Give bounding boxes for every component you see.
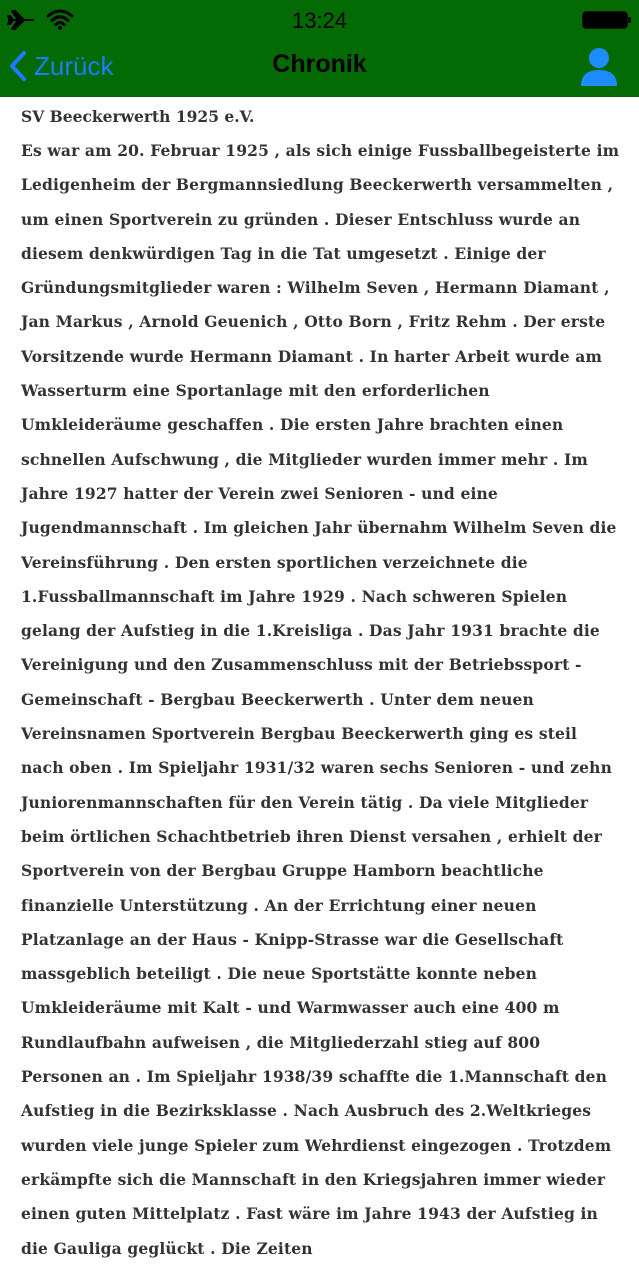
status-bar [0,0,639,40]
page-title: Chronik [272,50,367,78]
back-label: Zurück [34,50,114,81]
user-icon[interactable] [578,46,620,88]
nav-bar [0,40,639,97]
article-title: SV Beeckerwerth 1925 e.V. [21,107,255,126]
battery-icon [582,11,632,29]
header [0,0,639,97]
status-time: 13:24 [291,8,348,33]
article-body: Es war am 20. Februar 1925 , als sich einige Fussballbegeisterte im Ledigenheim der Bergmannsiedlung Beeckerwerth versammelten , um einen Sportverein zu gründen . Dieser Entschluss wurde an diesem denkwürdigen Tag in die Tat umgesetzt . Einige der Gründungsmitglieder waren : Wilhelm Seven , Hermann Diamant , Jan Markus , Arnold Geuenich , Otto Born , Fritz Rehm . Der erste Vorsitzende wurde Hermann Diamant . In harter Arbeit wurde am Wasserturm eine Sportanlage mit den erforderlichen Umkleideräume geschaffen . Die ersten Jahre brachten einen schnellen Aufschwung , die Mitglieder wurden immer mehr . Im Jahre 1927 hatter der Verein zwei Senioren - und eine Jugendmannschaft . Im gleichen Jahr übernahm Wilhelm Seven die Vereinsführung . Den ersten sportlichen verzeichnete die 1.Fussballmannschaft im Jahre 1929 . Nach schweren Spielen gelang der Aufstieg in die 1.Kreisliga . Das Jahr 1931 brachte die Vereinigung und den Zusammenschluss mit der Betriebssport - Gemeinschaft - Bergbau Beeckerwerth . Unter dem neuen Vereinsnamen Sportverein Bergbau Beeckerwerth ging es steil nach oben . Im Spieljahr 1931/32 waren sechs Senioren - und zehn Juniorenmannschaften für den Verein tätig . Da viele Mitglieder beim örtlichen Schachtbetrieb ihren Dienst versahen , erhielt der Sportverein von der Bergbau Gruppe Hamborn beachtliche finanzielle Unterstützung . An der Errichtung einer neuen Platzanlage an der Haus - Knipp-Strasse war die Gesellschaft massgeblich beteiligt . Die neue Sportstätte konnte neben Umkleideräume mit Kalt - und Warmwasser auch eine 400 m Rundlaufbahn aufweisen , die Mitgliederzahl stieg auf 800 Personen an . Im Spieljahr 1938/39 schaffte die 1.Mannschaft den Aufstieg in die Bezirksklasse . Nach Ausbruch des 2.Weltkrieges wurden viele junge Spieler zum Wehrdienst eingezogen . Trotzdem erkämpfte sich die Mannschaft in den Kriegsjahren immer wieder einen guten Mittelplatz . Fast wäre im Jahre 1943 der Aufstieg in die Gauliga geglückt . Die Zeiten [21,141,620,1258]
article-content [21,100,625,1266]
